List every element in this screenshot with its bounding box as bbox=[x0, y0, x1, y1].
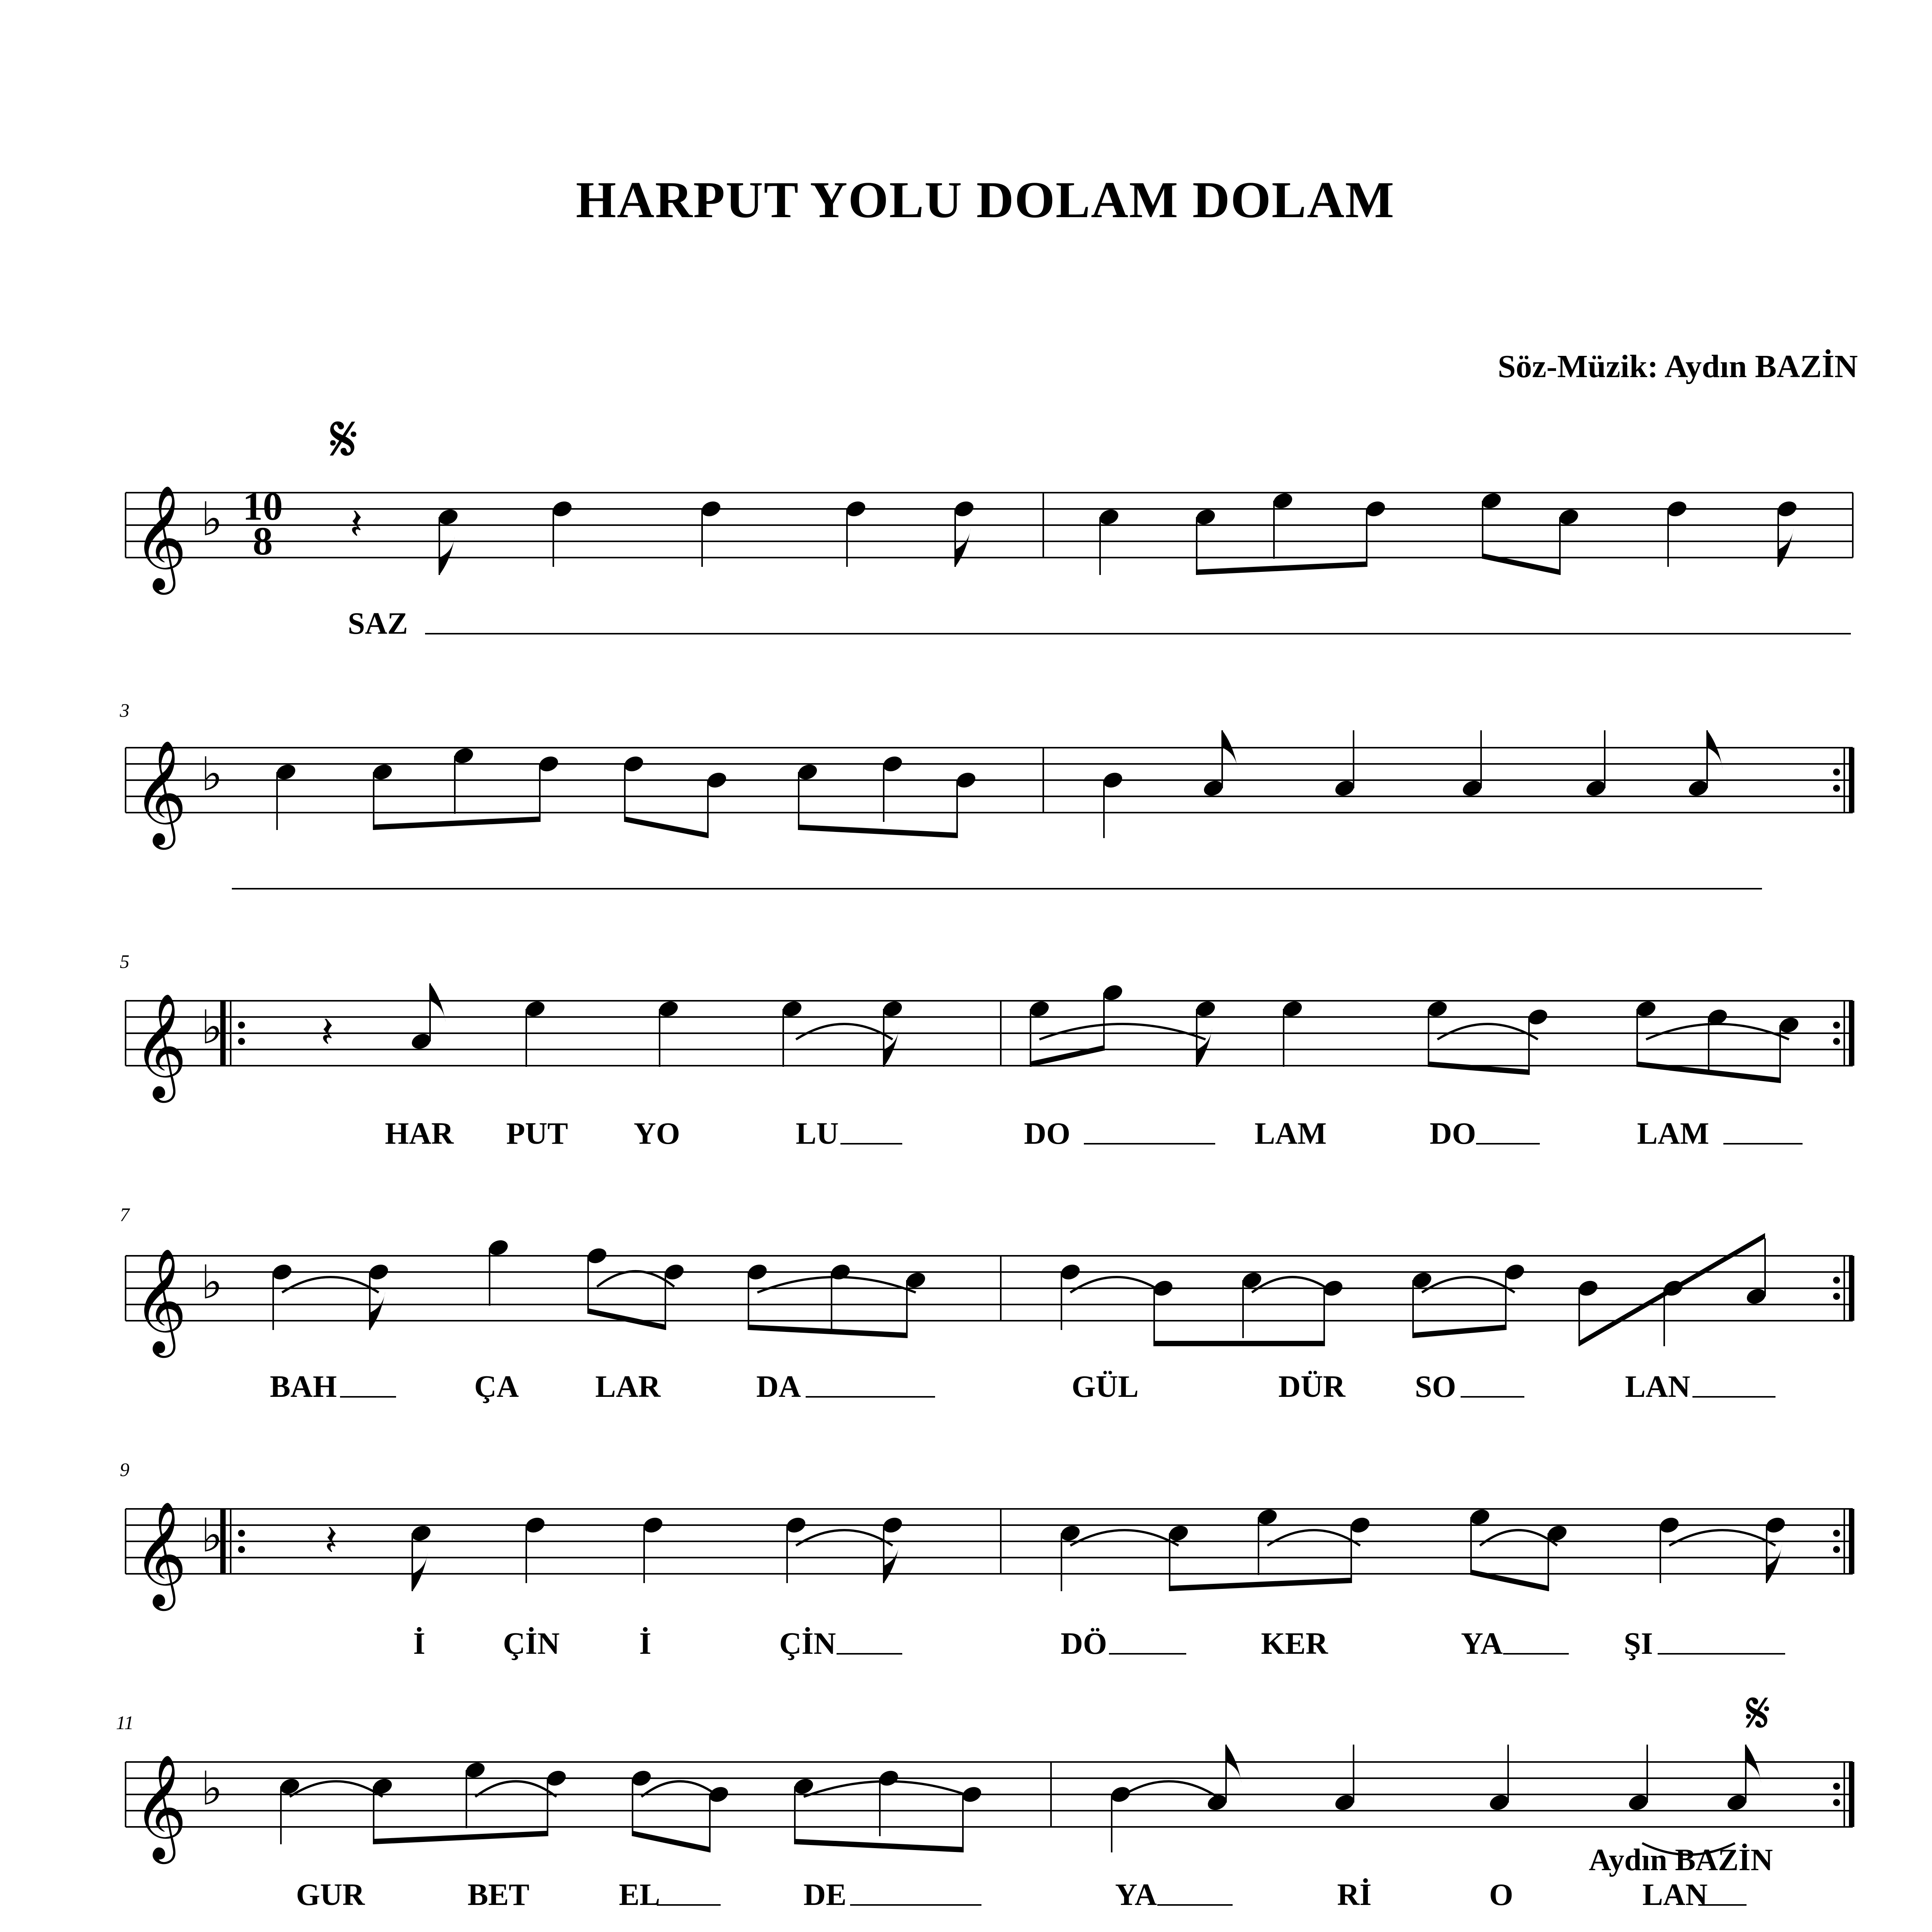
lyric-syllable: LAR bbox=[595, 1370, 661, 1404]
notehead bbox=[705, 770, 728, 790]
notehead bbox=[1349, 1515, 1372, 1535]
repeat-dot bbox=[1833, 1277, 1840, 1284]
measure-number: 7 bbox=[120, 1204, 129, 1225]
treble-clef-icon: 𝄞 bbox=[133, 1251, 187, 1351]
beam bbox=[799, 825, 957, 838]
notehead bbox=[545, 1768, 568, 1788]
time-signature bbox=[243, 484, 283, 563]
composer-credit: Söz-Müzik: Aydın BAZİN bbox=[1498, 349, 1858, 384]
beam bbox=[1031, 1045, 1104, 1067]
lyric-syllable: GUR bbox=[296, 1878, 365, 1912]
slur bbox=[796, 1530, 893, 1546]
lyric-syllable: ÇA bbox=[474, 1370, 519, 1404]
beam bbox=[1170, 1578, 1351, 1591]
notehead bbox=[630, 1768, 653, 1788]
notehead bbox=[1745, 1286, 1768, 1306]
flag bbox=[370, 1291, 385, 1330]
notehead bbox=[1687, 778, 1710, 798]
lyric-syllable: LAM bbox=[1254, 1117, 1327, 1151]
flat-icon: ♭ bbox=[201, 749, 223, 800]
notehead bbox=[784, 1515, 808, 1535]
quarter-rest-icon: 𝄽 bbox=[325, 1517, 338, 1564]
flat-icon: ♭ bbox=[201, 1257, 223, 1308]
notehead bbox=[551, 499, 574, 519]
lyric-syllable: YA bbox=[1115, 1878, 1157, 1912]
beam bbox=[1154, 1341, 1324, 1346]
notehead bbox=[464, 1760, 487, 1780]
notehead bbox=[1634, 999, 1658, 1019]
beam bbox=[748, 1325, 907, 1338]
lyric-syllable: LU bbox=[796, 1117, 839, 1151]
beam bbox=[633, 1831, 710, 1852]
notehead bbox=[1776, 499, 1799, 519]
notehead bbox=[371, 762, 394, 782]
measure-number: 5 bbox=[120, 951, 129, 972]
notehead bbox=[904, 1270, 927, 1290]
lyric-syllable: BAH bbox=[270, 1370, 337, 1404]
slur bbox=[597, 1271, 674, 1287]
repeat-bar bbox=[1849, 1256, 1854, 1321]
slur bbox=[1480, 1530, 1557, 1546]
notehead bbox=[781, 999, 804, 1019]
beam bbox=[374, 1831, 548, 1844]
notehead bbox=[1764, 1515, 1787, 1535]
slur bbox=[1669, 1530, 1776, 1546]
lyric-syllable: ŞI bbox=[1624, 1627, 1653, 1661]
notehead bbox=[452, 746, 475, 766]
notehead bbox=[1194, 507, 1217, 527]
notehead bbox=[1577, 1278, 1600, 1298]
treble-clef-icon: 𝄞 bbox=[133, 1757, 187, 1857]
notehead bbox=[641, 1515, 665, 1535]
flat-icon: ♭ bbox=[201, 1763, 223, 1815]
notes bbox=[270, 491, 1801, 1852]
notehead bbox=[1480, 491, 1503, 511]
lyric-syllable: DO bbox=[1024, 1117, 1070, 1151]
treble-clefs bbox=[133, 487, 223, 1864]
repeat-dot bbox=[1833, 1783, 1840, 1790]
lyrics-line-5 bbox=[385, 1117, 1709, 1151]
lyric-syllable: DO bbox=[1430, 1117, 1476, 1151]
saz-label: SAZ bbox=[348, 607, 408, 641]
repeat-dot bbox=[1833, 1022, 1840, 1029]
notehead bbox=[1777, 1015, 1801, 1035]
repeat-dot bbox=[1833, 1038, 1840, 1045]
notehead bbox=[367, 1262, 390, 1282]
slur bbox=[1252, 1277, 1333, 1293]
repeat-bar bbox=[1849, 748, 1854, 813]
repeat-dot bbox=[1833, 1530, 1840, 1537]
notehead bbox=[1333, 1793, 1356, 1813]
flag bbox=[1767, 1544, 1782, 1583]
notehead bbox=[954, 770, 978, 790]
beam bbox=[1413, 1325, 1506, 1338]
treble-clef-icon: 𝄞 bbox=[133, 996, 187, 1096]
lyric-syllable: KER bbox=[1261, 1627, 1328, 1661]
notehead bbox=[1028, 999, 1051, 1019]
notehead bbox=[270, 1262, 294, 1282]
notehead bbox=[1109, 1784, 1132, 1804]
lyric-syllable: YA bbox=[1461, 1627, 1503, 1661]
notehead bbox=[1333, 778, 1356, 798]
lyric-syllable: DE bbox=[803, 1878, 847, 1912]
lyrics-line-11 bbox=[296, 1878, 1708, 1912]
notehead bbox=[622, 754, 645, 774]
lyric-syllable: BET bbox=[467, 1878, 530, 1912]
flat-icon: ♭ bbox=[201, 494, 223, 545]
notehead bbox=[881, 754, 904, 774]
notehead bbox=[278, 1776, 301, 1796]
lyric-syllable: PUT bbox=[506, 1117, 568, 1151]
slur bbox=[1267, 1530, 1360, 1546]
lyric-syllable: LAM bbox=[1637, 1117, 1709, 1151]
beam bbox=[795, 1839, 963, 1852]
beam bbox=[588, 1308, 665, 1330]
notehead bbox=[657, 999, 680, 1019]
slur bbox=[1646, 1024, 1789, 1039]
notehead bbox=[371, 1776, 394, 1796]
notehead bbox=[274, 762, 298, 782]
notehead bbox=[844, 499, 867, 519]
notehead bbox=[1665, 499, 1689, 519]
notehead bbox=[796, 762, 819, 782]
notehead bbox=[1488, 1793, 1511, 1813]
lyric-syllable: HAR bbox=[385, 1117, 454, 1151]
notehead bbox=[699, 499, 723, 519]
time-signature-top: 10 bbox=[243, 484, 283, 529]
notehead bbox=[1468, 1507, 1492, 1527]
notehead bbox=[1557, 507, 1580, 527]
lyric-syllable: DÖ bbox=[1061, 1627, 1107, 1661]
notehead bbox=[952, 499, 976, 519]
slur bbox=[757, 1277, 916, 1293]
notehead bbox=[487, 1238, 510, 1258]
slur bbox=[1437, 1024, 1538, 1039]
repeat-dot bbox=[1833, 1546, 1840, 1553]
quarter-rest-icon: 𝄽 bbox=[321, 1009, 334, 1056]
notehead bbox=[1256, 1507, 1279, 1527]
notehead bbox=[537, 754, 560, 774]
repeat-dot bbox=[238, 1022, 245, 1029]
notehead bbox=[1364, 499, 1387, 519]
treble-clef-icon: 𝄞 bbox=[133, 743, 187, 843]
notehead bbox=[1658, 1515, 1681, 1535]
slur bbox=[1070, 1530, 1179, 1546]
lyric-syllable: Rİ bbox=[1337, 1878, 1372, 1912]
measure-number: 11 bbox=[116, 1712, 134, 1733]
lyric-syllable: O bbox=[1489, 1878, 1514, 1912]
repeat-bar bbox=[1849, 1001, 1854, 1066]
repeat-dot bbox=[238, 1530, 245, 1537]
quarter-rest-icon: 𝄽 bbox=[350, 501, 363, 548]
flag bbox=[955, 528, 971, 567]
author-signature: Aydın BAZİN bbox=[1588, 1843, 1773, 1877]
page-title: HARPUT YOLU DOLAM DOLAM bbox=[576, 171, 1395, 228]
notehead bbox=[1194, 999, 1217, 1019]
notehead bbox=[881, 999, 904, 1019]
repeat-dot bbox=[238, 1038, 245, 1045]
lyric-syllable: GÜL bbox=[1071, 1370, 1139, 1404]
lyric-syllable: DÜR bbox=[1278, 1370, 1345, 1404]
notehead bbox=[746, 1262, 769, 1282]
beam bbox=[625, 816, 708, 838]
slur bbox=[1070, 1277, 1163, 1293]
beam bbox=[1579, 1233, 1765, 1346]
repeat-dot bbox=[1833, 785, 1840, 792]
lyric-syllable: İ bbox=[413, 1627, 425, 1661]
lyric-syllable: LAN bbox=[1625, 1370, 1690, 1404]
lyric-syllable: EL bbox=[619, 1878, 660, 1912]
treble-clef-icon: 𝄞 bbox=[133, 1504, 187, 1604]
notehead bbox=[1627, 1793, 1650, 1813]
lyric-syllable: ÇİN bbox=[779, 1627, 836, 1661]
treble-clef-icon: 𝄞 bbox=[133, 488, 187, 588]
lyric-syllable: SO bbox=[1415, 1370, 1456, 1404]
notehead bbox=[1097, 507, 1121, 527]
notehead bbox=[1503, 1262, 1526, 1282]
segno-icon: 𝄋 bbox=[330, 403, 358, 476]
lyric-syllable: YO bbox=[634, 1117, 680, 1151]
notehead bbox=[524, 999, 547, 1019]
notehead bbox=[585, 1246, 609, 1266]
notehead bbox=[1725, 1793, 1748, 1813]
notehead bbox=[1461, 778, 1484, 798]
repeat-dot bbox=[1833, 1293, 1840, 1300]
repeat-dot bbox=[238, 1546, 245, 1553]
notehead bbox=[1526, 1007, 1549, 1027]
flag bbox=[1778, 528, 1794, 567]
repeat-dot bbox=[1833, 1799, 1840, 1806]
repeat-bar bbox=[1849, 1509, 1854, 1574]
lyric-syllable: ÇİN bbox=[503, 1627, 560, 1661]
lyric-syllable: İ bbox=[639, 1627, 651, 1661]
slur bbox=[282, 1277, 379, 1293]
notehead bbox=[1426, 999, 1449, 1019]
notehead bbox=[410, 1523, 433, 1543]
slur bbox=[1039, 1024, 1206, 1039]
notehead bbox=[707, 1784, 730, 1804]
lyrics-line-7 bbox=[270, 1370, 1690, 1404]
notehead bbox=[1271, 491, 1294, 511]
notehead bbox=[881, 1515, 904, 1535]
measure-number: 9 bbox=[120, 1459, 129, 1480]
slur bbox=[796, 1024, 893, 1039]
flag bbox=[884, 1544, 899, 1583]
notehead bbox=[1202, 778, 1225, 798]
beam bbox=[1429, 1061, 1529, 1075]
beam bbox=[1471, 1570, 1548, 1591]
slur bbox=[1422, 1277, 1515, 1293]
beam bbox=[1483, 553, 1560, 575]
notehead bbox=[437, 507, 460, 527]
repeat-bar bbox=[1849, 1762, 1854, 1827]
flat-icon: ♭ bbox=[201, 1510, 223, 1561]
lyric-syllable: DA bbox=[756, 1370, 801, 1404]
lyrics-line-9 bbox=[413, 1627, 1653, 1661]
beam bbox=[374, 816, 540, 830]
notehead bbox=[663, 1262, 686, 1282]
notehead bbox=[524, 1515, 547, 1535]
notehead bbox=[1584, 778, 1607, 798]
staff-lines bbox=[126, 493, 1854, 1827]
notehead bbox=[410, 1031, 433, 1051]
beam bbox=[1197, 561, 1367, 575]
notehead bbox=[1101, 983, 1124, 1003]
repeat-dot bbox=[1833, 769, 1840, 776]
notehead bbox=[1101, 770, 1124, 790]
lyric-syllable: LAN bbox=[1642, 1878, 1708, 1912]
flat-icon: ♭ bbox=[201, 1002, 223, 1053]
time-signature-bottom: 8 bbox=[253, 519, 273, 563]
notehead bbox=[1059, 1262, 1082, 1282]
notehead bbox=[877, 1768, 900, 1788]
notehead bbox=[829, 1262, 852, 1282]
notehead bbox=[1281, 999, 1304, 1019]
measure-number: 3 bbox=[120, 699, 129, 721]
segno-icon: 𝄋 bbox=[1745, 1682, 1771, 1746]
